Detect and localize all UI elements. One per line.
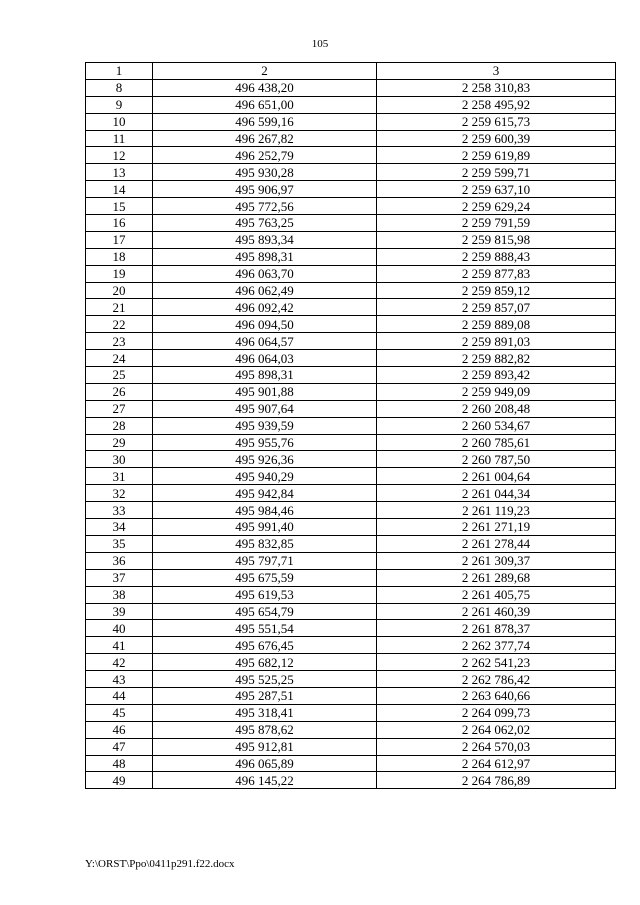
cell-y-coordinate: 2 259 949,09: [377, 383, 616, 400]
table-row: [86, 96, 616, 113]
cell-y-coordinate: 2 259 889,08: [377, 316, 616, 333]
cell-y-coordinate: 2 262 541,23: [377, 654, 616, 671]
cell-point-number: 13: [86, 164, 153, 181]
table-row: [86, 367, 616, 384]
cell-point-number: 33: [86, 502, 153, 519]
cell-y-coordinate: 2 259 888,43: [377, 248, 616, 265]
table-body: [86, 79, 616, 788]
cell-y-coordinate: 2 259 619,89: [377, 147, 616, 164]
cell-y-coordinate: 2 261 119,23: [377, 502, 616, 519]
cell-point-number: 44: [86, 687, 153, 704]
cell-x-coordinate: 495 682,12: [153, 654, 377, 671]
cell-point-number: 30: [86, 451, 153, 468]
table-row: [86, 383, 616, 400]
cell-y-coordinate: 2 261 044,34: [377, 485, 616, 502]
page-number: 105: [311, 38, 329, 50]
cell-x-coordinate: 496 092,42: [153, 299, 377, 316]
cell-x-coordinate: 496 094,50: [153, 316, 377, 333]
cell-y-coordinate: 2 259 629,24: [377, 198, 616, 215]
cell-x-coordinate: 495 832,85: [153, 535, 377, 552]
cell-y-coordinate: 2 258 310,83: [377, 79, 616, 96]
cell-y-coordinate: 2 259 877,83: [377, 265, 616, 282]
table-row: [86, 620, 616, 637]
cell-y-coordinate: 2 259 893,42: [377, 367, 616, 384]
cell-x-coordinate: 495 940,29: [153, 468, 377, 485]
cell-x-coordinate: 496 651,00: [153, 96, 377, 113]
cell-point-number: 16: [86, 215, 153, 232]
table-row: [86, 147, 616, 164]
table-row: [86, 603, 616, 620]
cell-x-coordinate: 495 926,36: [153, 451, 377, 468]
cell-point-number: 21: [86, 299, 153, 316]
table-row: [86, 164, 616, 181]
cell-y-coordinate: 2 264 786,89: [377, 772, 616, 789]
cell-x-coordinate: 495 942,84: [153, 485, 377, 502]
cell-x-coordinate: 495 654,79: [153, 603, 377, 620]
cell-point-number: 19: [86, 265, 153, 282]
cell-x-coordinate: 495 912,81: [153, 738, 377, 755]
cell-x-coordinate: 496 063,70: [153, 265, 377, 282]
cell-x-coordinate: 495 893,34: [153, 231, 377, 248]
table-row: [86, 671, 616, 688]
table-row: [86, 400, 616, 417]
cell-x-coordinate: 495 675,59: [153, 569, 377, 586]
cell-y-coordinate: 2 261 271,19: [377, 519, 616, 536]
cell-point-number: 42: [86, 654, 153, 671]
table-row: [86, 451, 616, 468]
cell-point-number: 41: [86, 637, 153, 654]
cell-x-coordinate: 496 267,82: [153, 130, 377, 147]
cell-point-number: 22: [86, 316, 153, 333]
table-row: [86, 299, 616, 316]
cell-y-coordinate: 2 262 786,42: [377, 671, 616, 688]
cell-x-coordinate: 495 525,25: [153, 671, 377, 688]
cell-y-coordinate: 2 259 600,39: [377, 130, 616, 147]
cell-point-number: 47: [86, 738, 153, 755]
table-row: [86, 586, 616, 603]
column-header-2: 2: [153, 63, 377, 80]
cell-x-coordinate: 495 878,62: [153, 721, 377, 738]
table-row: [86, 704, 616, 721]
cell-point-number: 9: [86, 96, 153, 113]
cell-x-coordinate: 495 772,56: [153, 198, 377, 215]
table-row: [86, 772, 616, 789]
table-row: [86, 282, 616, 299]
cell-x-coordinate: 495 898,31: [153, 248, 377, 265]
cell-point-number: 12: [86, 147, 153, 164]
cell-y-coordinate: 2 259 599,71: [377, 164, 616, 181]
cell-y-coordinate: 2 258 495,92: [377, 96, 616, 113]
cell-point-number: 34: [86, 519, 153, 536]
cell-y-coordinate: 2 261 289,68: [377, 569, 616, 586]
cell-point-number: 28: [86, 417, 153, 434]
table-row: [86, 535, 616, 552]
table-header-row: [86, 63, 616, 80]
table-row: [86, 350, 616, 367]
table-row: [86, 755, 616, 772]
cell-y-coordinate: 2 261 309,37: [377, 552, 616, 569]
cell-y-coordinate: 2 259 859,12: [377, 282, 616, 299]
cell-x-coordinate: 496 064,03: [153, 350, 377, 367]
table-row: [86, 181, 616, 198]
table-row: [86, 637, 616, 654]
cell-point-number: 26: [86, 383, 153, 400]
table-row: [86, 519, 616, 536]
table-row: [86, 417, 616, 434]
column-header-1: 1: [86, 63, 153, 80]
cell-point-number: 15: [86, 198, 153, 215]
cell-y-coordinate: 2 259 891,03: [377, 333, 616, 350]
cell-point-number: 27: [86, 400, 153, 417]
cell-x-coordinate: 495 551,54: [153, 620, 377, 637]
cell-y-coordinate: 2 259 815,98: [377, 231, 616, 248]
cell-point-number: 45: [86, 704, 153, 721]
table-row: [86, 79, 616, 96]
cell-x-coordinate: 495 287,51: [153, 687, 377, 704]
table-row: [86, 434, 616, 451]
cell-point-number: 10: [86, 113, 153, 130]
cell-point-number: 18: [86, 248, 153, 265]
table-row: [86, 231, 616, 248]
table-row: [86, 316, 616, 333]
cell-point-number: 29: [86, 434, 153, 451]
cell-x-coordinate: 495 930,28: [153, 164, 377, 181]
cell-point-number: 48: [86, 755, 153, 772]
cell-point-number: 20: [86, 282, 153, 299]
cell-y-coordinate: 2 259 637,10: [377, 181, 616, 198]
cell-point-number: 11: [86, 130, 153, 147]
table-row: [86, 113, 616, 130]
table-row: [86, 687, 616, 704]
footer-file-path: Y:\ORST\Ppo\0411p291.f22.docx: [85, 858, 235, 870]
cell-x-coordinate: 495 901,88: [153, 383, 377, 400]
cell-point-number: 32: [86, 485, 153, 502]
cell-y-coordinate: 2 263 640,66: [377, 687, 616, 704]
cell-point-number: 14: [86, 181, 153, 198]
table-row: [86, 265, 616, 282]
cell-x-coordinate: 496 064,57: [153, 333, 377, 350]
cell-y-coordinate: 2 261 004,64: [377, 468, 616, 485]
cell-point-number: 49: [86, 772, 153, 789]
cell-point-number: 35: [86, 535, 153, 552]
cell-y-coordinate: 2 262 377,74: [377, 637, 616, 654]
cell-point-number: 43: [86, 671, 153, 688]
cell-x-coordinate: 495 318,41: [153, 704, 377, 721]
cell-y-coordinate: 2 264 099,73: [377, 704, 616, 721]
cell-x-coordinate: 495 898,31: [153, 367, 377, 384]
table-row: [86, 654, 616, 671]
table-row: [86, 333, 616, 350]
cell-y-coordinate: 2 259 882,82: [377, 350, 616, 367]
table-row: [86, 569, 616, 586]
cell-x-coordinate: 495 619,53: [153, 586, 377, 603]
cell-x-coordinate: 496 438,20: [153, 79, 377, 96]
table-row: [86, 248, 616, 265]
cell-point-number: 40: [86, 620, 153, 637]
cell-x-coordinate: 495 797,71: [153, 552, 377, 569]
cell-y-coordinate: 2 260 534,67: [377, 417, 616, 434]
column-header-3: 3: [377, 63, 616, 80]
table-row: [86, 485, 616, 502]
cell-x-coordinate: 495 984,46: [153, 502, 377, 519]
cell-y-coordinate: 2 261 405,75: [377, 586, 616, 603]
cell-x-coordinate: 495 955,76: [153, 434, 377, 451]
cell-y-coordinate: 2 259 857,07: [377, 299, 616, 316]
cell-y-coordinate: 2 264 062,02: [377, 721, 616, 738]
cell-y-coordinate: 2 261 878,37: [377, 620, 616, 637]
cell-x-coordinate: 495 906,97: [153, 181, 377, 198]
table-row: [86, 468, 616, 485]
cell-y-coordinate: 2 260 785,61: [377, 434, 616, 451]
cell-x-coordinate: 495 939,59: [153, 417, 377, 434]
cell-y-coordinate: 2 261 278,44: [377, 535, 616, 552]
cell-point-number: 8: [86, 79, 153, 96]
table-row: [86, 198, 616, 215]
cell-y-coordinate: 2 264 612,97: [377, 755, 616, 772]
cell-point-number: 38: [86, 586, 153, 603]
cell-x-coordinate: 496 599,16: [153, 113, 377, 130]
cell-y-coordinate: 2 260 787,50: [377, 451, 616, 468]
cell-point-number: 46: [86, 721, 153, 738]
table-row: [86, 502, 616, 519]
cell-y-coordinate: 2 261 460,39: [377, 603, 616, 620]
cell-y-coordinate: 2 259 615,73: [377, 113, 616, 130]
cell-point-number: 31: [86, 468, 153, 485]
cell-point-number: 17: [86, 231, 153, 248]
table-row: [86, 215, 616, 232]
cell-point-number: 25: [86, 367, 153, 384]
coordinates-table: [85, 62, 616, 789]
cell-x-coordinate: 495 763,25: [153, 215, 377, 232]
cell-x-coordinate: 496 252,79: [153, 147, 377, 164]
cell-point-number: 23: [86, 333, 153, 350]
table-row: [86, 738, 616, 755]
cell-point-number: 37: [86, 569, 153, 586]
cell-point-number: 24: [86, 350, 153, 367]
cell-x-coordinate: 495 991,40: [153, 519, 377, 536]
table-header: [86, 63, 616, 80]
cell-y-coordinate: 2 260 208,48: [377, 400, 616, 417]
table-row: [86, 130, 616, 147]
table-row: [86, 721, 616, 738]
cell-x-coordinate: 496 065,89: [153, 755, 377, 772]
cell-point-number: 36: [86, 552, 153, 569]
table-row: [86, 552, 616, 569]
cell-point-number: 39: [86, 603, 153, 620]
cell-x-coordinate: 495 676,45: [153, 637, 377, 654]
cell-x-coordinate: 495 907,64: [153, 400, 377, 417]
cell-x-coordinate: 496 145,22: [153, 772, 377, 789]
cell-y-coordinate: 2 264 570,03: [377, 738, 616, 755]
cell-x-coordinate: 496 062,49: [153, 282, 377, 299]
cell-y-coordinate: 2 259 791,59: [377, 215, 616, 232]
